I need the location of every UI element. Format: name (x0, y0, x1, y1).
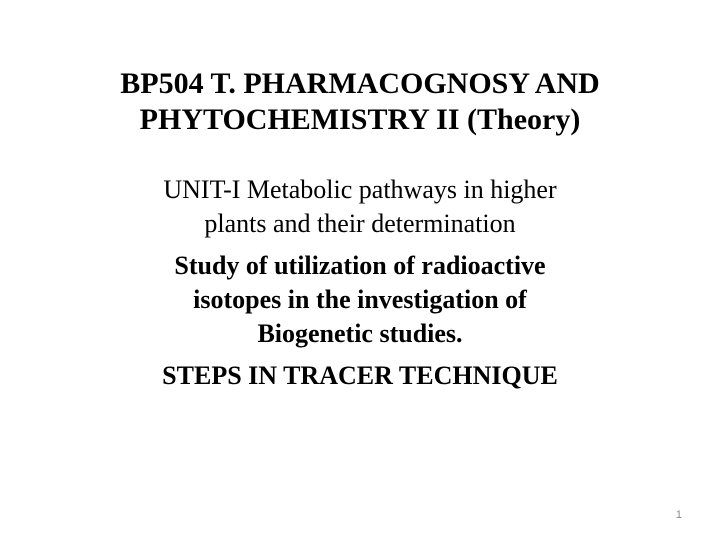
unit-heading-line-1: UNIT-I Metabolic pathways in higher (163, 175, 557, 204)
study-topic-line-3: Biogenetic studies. (257, 319, 463, 348)
slide-title-line-2: PHYTOCHEMISTRY II (Theory) (139, 103, 581, 136)
study-topic-line-1: Study of utilization of radioactive (174, 251, 546, 280)
steps-heading: STEPS IN TRACER TECHNIQUE (162, 361, 558, 390)
study-topic-line-2: isotopes in the investigation of (193, 285, 527, 314)
study-topic (60, 249, 660, 351)
slide-title (40, 66, 680, 138)
slide-body (60, 173, 660, 393)
slide-title-line-1: BP504 T. PHARMACOGNOSY AND (120, 67, 600, 100)
page-number: 1 (675, 509, 682, 521)
unit-heading (60, 173, 660, 241)
unit-heading-line-2: plants and their determination (204, 209, 516, 238)
